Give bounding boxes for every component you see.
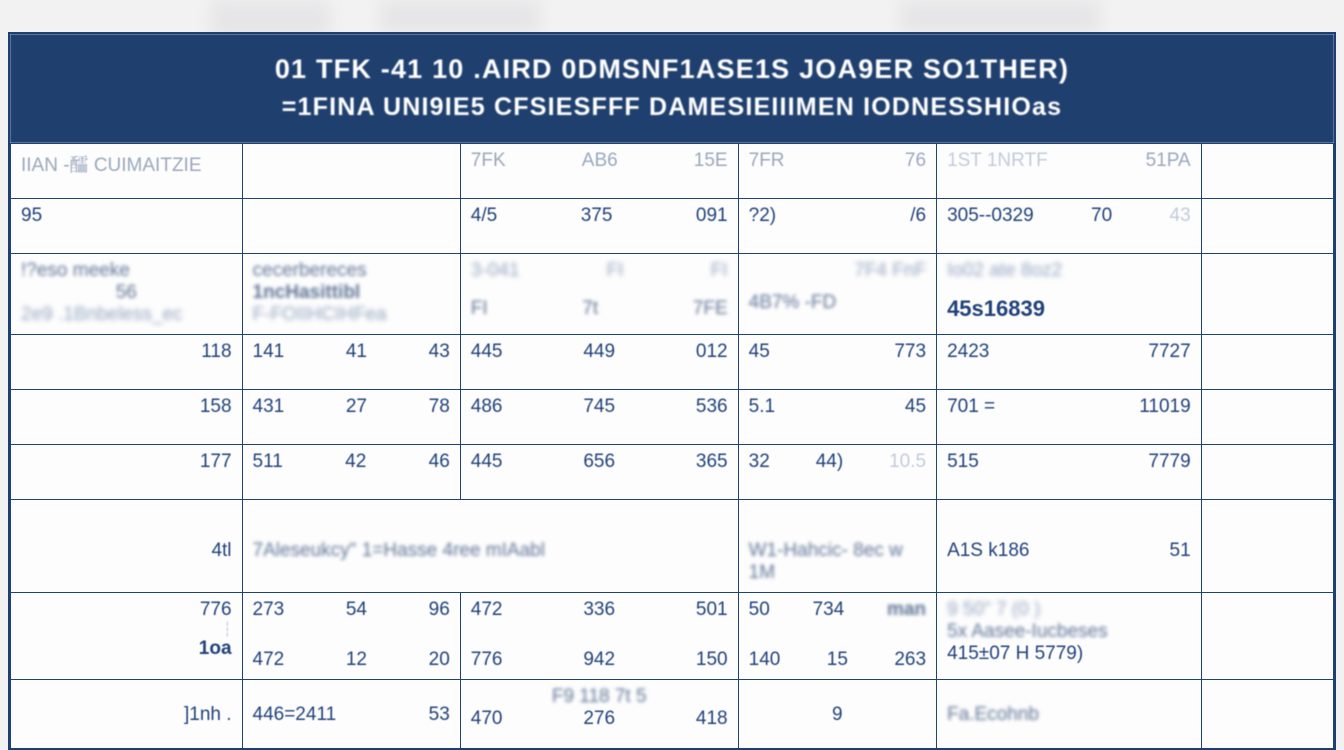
row1-value-2b: 375 — [580, 205, 613, 227]
row5-cell-3 — [460, 445, 738, 500]
row5-value-4a: 32 — [748, 451, 770, 473]
row1-value-2c: 091 — [695, 205, 728, 227]
row7-value-2b: 54 — [345, 599, 367, 621]
row1-cell-spacer — [242, 199, 460, 254]
header-cell-4 — [937, 144, 1202, 199]
row6-cell-1 — [11, 500, 243, 593]
row6-value-2: 7Aleseukcy" 1=Hasse 4ree mIAabl — [252, 540, 545, 562]
row3-value-3b: 449 — [583, 341, 616, 363]
row8-value-3a: 470 — [470, 708, 503, 730]
row1-cell-3 — [738, 199, 936, 254]
row7-value-2c: 96 — [428, 599, 450, 621]
row2-value-3e: 7t — [582, 298, 599, 320]
row5-value-5a: 515 — [947, 451, 979, 473]
row5-cell-4 — [738, 445, 936, 500]
header-cell-3 — [738, 144, 936, 199]
row4-cell-3 — [460, 390, 738, 445]
row2-value-3f: 7FE — [692, 298, 728, 320]
header-cell-5 — [1201, 144, 1333, 199]
header-label-2a: 7FK — [470, 150, 506, 172]
row1-value-3a: ?2) — [748, 205, 777, 227]
row8-cell-4 — [738, 680, 936, 750]
table-row — [11, 335, 1334, 390]
table-row — [11, 390, 1334, 445]
row8-value-5: Fa.Ecohnb — [947, 704, 1039, 726]
row2-cell-4 — [738, 254, 936, 335]
row1-value-4a: 305--0329 — [947, 205, 1034, 227]
row8-cell-1 — [11, 680, 243, 750]
row2-cell-1 — [11, 254, 243, 335]
row5-cell-1 — [11, 445, 243, 500]
table-row — [11, 680, 1334, 750]
row4-value-5a: 701 = — [947, 396, 996, 418]
row3-value-2b: 41 — [345, 341, 367, 363]
background-smudge — [900, 0, 1100, 34]
row2-value-3a: 3-041 — [470, 260, 520, 282]
row6-value-4a: A1S k186 — [947, 540, 1030, 562]
row5-value-1: 177 — [199, 451, 232, 473]
row2-value-1c: 2e9 .1Bnbeless_ec — [21, 304, 183, 326]
row6-cell-2 — [242, 500, 738, 593]
header-cell-1 — [11, 144, 243, 199]
row4-cell-5 — [937, 390, 1202, 445]
row3-value-3c: 012 — [695, 341, 728, 363]
row3-value-5b: 7727 — [1148, 341, 1191, 363]
row3-cell-3 — [460, 335, 738, 390]
row7-value-3e: 942 — [583, 649, 616, 671]
row8-cell-2 — [242, 680, 460, 750]
header-label-1: IIAN -醽 CUIMAITZIE — [21, 155, 202, 177]
row5-value-2b: 42 — [345, 451, 367, 473]
row4-value-2c: 78 — [428, 396, 450, 418]
row7-value-5a: 9 50" 7 (0 ) — [947, 599, 1041, 621]
row5-value-3a: 445 — [470, 451, 503, 473]
document-title — [10, 34, 1334, 143]
row8-cell-6 — [1201, 680, 1333, 750]
row3-cell-4 — [738, 335, 936, 390]
row6-cell-3 — [738, 500, 936, 593]
row4-value-3c: 536 — [695, 396, 728, 418]
row5-value-3b: 656 — [583, 451, 616, 473]
row2-value-5a: Io02 ate 8oz2 — [947, 260, 1063, 282]
row8-value-2a: 446=2411 — [252, 704, 337, 726]
header-label-3b: 76 — [904, 150, 927, 172]
table-row — [11, 199, 1334, 254]
row4-value-3a: 486 — [470, 396, 503, 418]
row8-value-4: 9 — [832, 704, 843, 726]
row2-cell-5 — [937, 254, 1202, 335]
row7-cell-4 — [738, 593, 936, 680]
row7-value-3f: 150 — [695, 649, 728, 671]
row3-value-4b: 773 — [894, 341, 927, 363]
row2-value-3c: FI — [710, 260, 728, 282]
row2-value-5b: 45s16839 — [947, 296, 1045, 322]
row5-cell-2 — [242, 445, 460, 500]
row6-value-3: W1-Hahcic- 8ec w 1M — [748, 540, 903, 584]
title-line-1: 01 TFK -41 10 .AIRD 0DMSNF1ASE1S JOA9ER SO1THER) — [274, 54, 1070, 84]
row7-value-4b: 734 — [812, 599, 845, 621]
row1-cell-5 — [1201, 199, 1333, 254]
row2-value-1a: !?eso meeke — [21, 260, 130, 282]
data-table — [10, 143, 1334, 750]
row8-value-3d: F9 118 7t 5 — [551, 686, 647, 708]
row8-cell-5 — [937, 680, 1202, 750]
row3-value-2a: 141 — [252, 341, 285, 363]
row7-value-5b: 5x Aasee-Iucbeses — [947, 621, 1108, 643]
row2-value-4b: 4B7% -FD — [748, 292, 837, 314]
row7-value-3d: 776 — [470, 649, 503, 671]
header-cell-2 — [460, 144, 738, 199]
row5-value-2c: 46 — [428, 451, 450, 473]
header-label-4b: 51PA — [1145, 150, 1191, 172]
row7-cell-2 — [242, 593, 460, 680]
row6-value-4b: 51 — [1169, 540, 1191, 562]
row7-cell-1: 776 ┆ 1oa — [11, 593, 243, 680]
row1-cell-1 — [11, 199, 243, 254]
table-card — [8, 32, 1336, 750]
row4-cell-1 — [11, 390, 243, 445]
row5-cell-6 — [1201, 445, 1333, 500]
row8-value-2b: 53 — [428, 704, 450, 726]
row1-value-4c: 43 — [1169, 205, 1191, 227]
header-label-2b: AB6 — [581, 150, 618, 172]
row7-value-4g: 263 — [894, 649, 927, 671]
row2-cell-2 — [242, 254, 460, 335]
row7-cell-5 — [937, 593, 1202, 680]
row4-cell-2 — [242, 390, 460, 445]
row3-value-4a: 45 — [748, 341, 770, 363]
row2-value-2b: 1ncHasittibl — [252, 282, 361, 304]
row5-value-4c: 10.5 — [889, 451, 927, 473]
row4-value-1: 158 — [199, 396, 232, 418]
row3-cell-1 — [11, 335, 243, 390]
table-row — [11, 254, 1334, 335]
table-row — [11, 593, 1334, 680]
row4-cell-4 — [738, 390, 936, 445]
row2-value-1b: 56 — [115, 282, 137, 304]
header-label-2c: 15E — [693, 150, 728, 172]
row7-value-3a: 472 — [470, 599, 503, 621]
row7-value-2d: 472 — [252, 649, 285, 671]
row7-value-5c: 415±07 H 5779) — [947, 643, 1084, 665]
row2-value-3d: FI — [470, 298, 488, 320]
row1-value-3b: /6 — [910, 205, 927, 227]
row4-value-3b: 745 — [583, 396, 616, 418]
table-header-row — [11, 144, 1334, 199]
row5-value-2a: 511 — [252, 451, 283, 473]
row5-value-3c: 365 — [695, 451, 728, 473]
row7-value-4f: 15 — [826, 649, 848, 671]
row2-value-2a: cecerbereces — [252, 260, 367, 282]
row7-cell-6 — [1201, 593, 1333, 680]
row3-value-2c: 43 — [428, 341, 450, 363]
row4-value-5b: 11019 — [1139, 396, 1191, 418]
table-row — [11, 445, 1334, 500]
table-row — [11, 500, 1334, 593]
row3-cell-5 — [937, 335, 1202, 390]
row7-value-3c: 501 — [695, 599, 728, 621]
row6-cell-5 — [1201, 500, 1333, 593]
row1-value-4b: 70 — [1091, 205, 1113, 227]
header-label-3a: 7FR — [748, 150, 785, 172]
row7-value-2a: 273 — [252, 599, 285, 621]
row2-cell-3 — [460, 254, 738, 335]
row7-value-4e: 140 — [748, 649, 781, 671]
row2-value-4a: 7F4 FnF — [854, 260, 927, 282]
row1-value-1: 95 — [21, 205, 43, 227]
row5-value-4b: 44) — [815, 451, 844, 473]
row7-value-3b: 336 — [583, 599, 616, 621]
row5-cell-5 — [937, 445, 1202, 500]
row5-value-5b: 7779 — [1148, 451, 1191, 473]
row4-cell-6 — [1201, 390, 1333, 445]
row8-value-3c: 418 — [695, 708, 728, 730]
row3-value-1: 118 — [201, 341, 232, 363]
row8-cell-3 — [460, 680, 738, 750]
row8-value-1: ]1nh . — [183, 704, 232, 726]
row7-value-4a: 50 — [748, 599, 770, 621]
row1-value-2a: 4/5 — [470, 205, 498, 227]
header-label-4a: 1ST 1NRTF — [947, 150, 1048, 172]
row4-value-4b: 45 — [904, 396, 927, 418]
row1-cell-4 — [937, 199, 1202, 254]
row7-value-1b: 1oa — [198, 638, 232, 660]
row6-cell-4 — [937, 500, 1202, 593]
row7-value-2f: 20 — [428, 649, 450, 671]
row7-cell-3 — [460, 593, 738, 680]
row4-value-2a: 431 — [252, 396, 285, 418]
row7-value-2e: 12 — [345, 649, 367, 671]
row2-cell-6 — [1201, 254, 1333, 335]
row7-value-1a: 776 — [199, 599, 232, 621]
row8-value-3b: 276 — [583, 708, 616, 730]
title-line-2: =1FINA UNI9IE5 CFSIESFFF DAMESIEIIIMEN IODNESSHIOas — [281, 93, 1063, 122]
background-smudge — [380, 0, 540, 34]
row3-value-3a: 445 — [470, 341, 503, 363]
row3-cell-2 — [242, 335, 460, 390]
row3-cell-6 — [1201, 335, 1333, 390]
row4-value-2b: 27 — [345, 396, 367, 418]
row6-value-1: 4tl — [211, 540, 232, 562]
header-cell-spacer — [242, 144, 460, 199]
row2-value-2c: F-FOIIHCIHFea — [252, 304, 387, 326]
row1-cell-2 — [460, 199, 738, 254]
row3-value-5a: 2423 — [947, 341, 990, 363]
row2-value-3b: FI — [606, 260, 624, 282]
row7-value-4d: man — [886, 599, 927, 621]
row4-value-4a: 5.1 — [748, 396, 776, 418]
